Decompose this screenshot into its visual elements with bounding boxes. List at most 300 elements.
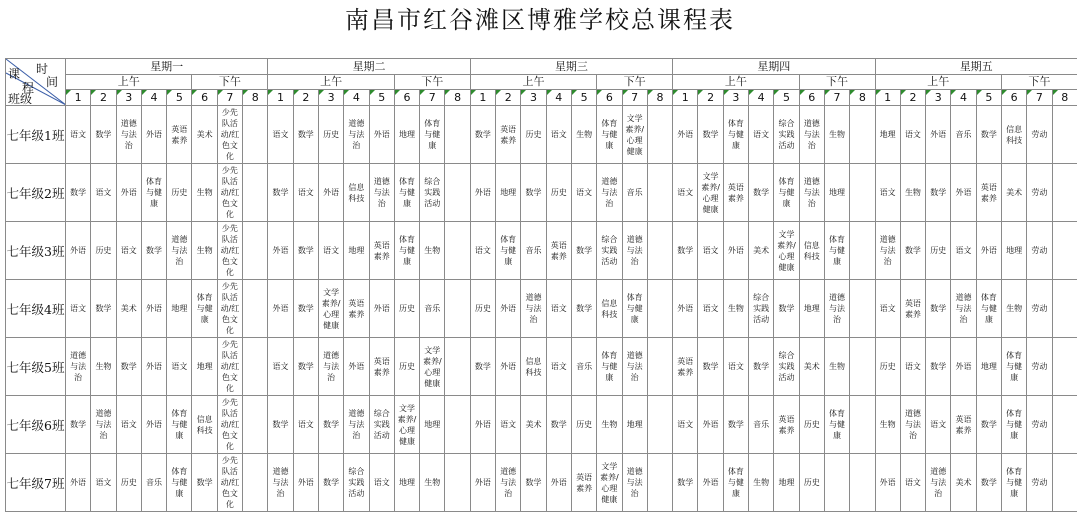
subject-cell: 语文 bbox=[900, 338, 925, 396]
subject-cell: 英语素养 bbox=[496, 106, 521, 164]
period-number: 6 bbox=[1001, 90, 1026, 106]
morning-header: 上午 bbox=[66, 75, 192, 90]
subject-cell: 地理 bbox=[799, 280, 824, 338]
subject-cell: 生物 bbox=[723, 280, 748, 338]
subject-cell: 地理 bbox=[192, 338, 217, 396]
subject-cell: 数学 bbox=[470, 106, 495, 164]
period-number: 4 bbox=[141, 90, 166, 106]
period-number: 8 bbox=[243, 90, 268, 106]
subject-cell: 地理 bbox=[394, 454, 419, 512]
subject-cell bbox=[647, 164, 672, 222]
subject-cell: 文学素养/心理健康 bbox=[698, 164, 723, 222]
subject-cell: 数学 bbox=[66, 164, 91, 222]
subject-cell: 历史 bbox=[167, 164, 192, 222]
subject-cell: 外语 bbox=[318, 164, 343, 222]
subject-cell: 劳动 bbox=[1027, 280, 1052, 338]
period-number: 2 bbox=[496, 90, 521, 106]
morning-header: 上午 bbox=[875, 75, 1001, 90]
subject-cell: 语文 bbox=[875, 164, 900, 222]
schedule-table bbox=[5, 58, 1077, 512]
period-number: 4 bbox=[749, 90, 774, 106]
subject-cell: 语文 bbox=[673, 164, 698, 222]
subject-cell: 劳动 bbox=[1027, 454, 1052, 512]
subject-cell: 外语 bbox=[976, 222, 1001, 280]
subject-cell: 数学 bbox=[698, 106, 723, 164]
subject-cell bbox=[647, 280, 672, 338]
period-number: 7 bbox=[217, 90, 242, 106]
subject-cell: 综合实践活动 bbox=[369, 396, 394, 454]
subject-cell: 音乐 bbox=[622, 164, 647, 222]
subject-cell: 地理 bbox=[622, 396, 647, 454]
subject-cell: 外语 bbox=[369, 280, 394, 338]
subject-cell: 历史 bbox=[394, 280, 419, 338]
subject-cell: 道德与法治 bbox=[91, 396, 116, 454]
subject-cell: 语文 bbox=[496, 396, 521, 454]
subject-cell: 音乐 bbox=[749, 396, 774, 454]
subject-cell: 历史 bbox=[799, 396, 824, 454]
period-number: 1 bbox=[470, 90, 495, 106]
subject-cell: 文学素养/心理健康 bbox=[597, 454, 622, 512]
subject-cell: 综合实践活动 bbox=[420, 164, 445, 222]
subject-cell: 数学 bbox=[318, 454, 343, 512]
period-number: 7 bbox=[622, 90, 647, 106]
subject-cell: 道德与法治 bbox=[268, 454, 293, 512]
class-name-cell: 七年级5班 bbox=[6, 338, 66, 396]
subject-cell: 数学 bbox=[116, 338, 141, 396]
subject-cell: 少先队活动/红色文化 bbox=[217, 280, 242, 338]
subject-cell bbox=[850, 396, 875, 454]
subject-cell: 英语素养 bbox=[900, 280, 925, 338]
subject-cell: 美术 bbox=[116, 280, 141, 338]
subject-cell: 语文 bbox=[167, 338, 192, 396]
subject-cell: 道德与法治 bbox=[167, 222, 192, 280]
subject-cell: 外语 bbox=[723, 222, 748, 280]
subject-cell: 文学素养/心理健康 bbox=[394, 396, 419, 454]
period-number: 3 bbox=[521, 90, 546, 106]
subject-cell: 外语 bbox=[698, 454, 723, 512]
table-row bbox=[6, 164, 1078, 222]
subject-cell bbox=[445, 280, 470, 338]
subject-cell: 道德与法治 bbox=[521, 280, 546, 338]
subject-cell: 语文 bbox=[673, 396, 698, 454]
subject-cell: 数学 bbox=[470, 338, 495, 396]
corner-time-label: 时 bbox=[36, 62, 49, 76]
period-number: 3 bbox=[723, 90, 748, 106]
subject-cell: 体育与健康 bbox=[774, 164, 799, 222]
period-number: 4 bbox=[951, 90, 976, 106]
subject-cell: 语文 bbox=[546, 106, 571, 164]
period-number: 8 bbox=[1052, 90, 1077, 106]
subject-cell: 地理 bbox=[394, 106, 419, 164]
subject-cell: 道德与法治 bbox=[344, 106, 369, 164]
afternoon-header: 下午 bbox=[1001, 75, 1077, 90]
period-number: 1 bbox=[66, 90, 91, 106]
subject-cell: 生物 bbox=[420, 222, 445, 280]
subject-cell: 少先队活动/红色文化 bbox=[217, 106, 242, 164]
subject-cell: 历史 bbox=[546, 164, 571, 222]
subject-cell: 体育与健康 bbox=[1001, 338, 1026, 396]
subject-cell bbox=[647, 338, 672, 396]
subject-cell: 数学 bbox=[723, 396, 748, 454]
subject-cell bbox=[445, 338, 470, 396]
subject-cell: 数学 bbox=[774, 280, 799, 338]
subject-cell: 语文 bbox=[546, 280, 571, 338]
subject-cell: 数学 bbox=[268, 164, 293, 222]
subject-cell bbox=[647, 106, 672, 164]
period-number: 5 bbox=[167, 90, 192, 106]
subject-cell: 外语 bbox=[926, 106, 951, 164]
subject-cell bbox=[445, 454, 470, 512]
period-number: 5 bbox=[571, 90, 596, 106]
subject-cell bbox=[850, 338, 875, 396]
subject-cell: 外语 bbox=[369, 106, 394, 164]
subject-cell: 语文 bbox=[91, 454, 116, 512]
subject-cell bbox=[647, 454, 672, 512]
morning-header: 上午 bbox=[673, 75, 799, 90]
subject-cell: 语文 bbox=[116, 396, 141, 454]
subject-cell bbox=[243, 280, 268, 338]
subject-cell bbox=[850, 222, 875, 280]
subject-cell: 体育与健康 bbox=[723, 106, 748, 164]
subject-cell: 综合实践活动 bbox=[344, 454, 369, 512]
subject-cell: 语文 bbox=[268, 338, 293, 396]
subject-cell: 数学 bbox=[141, 222, 166, 280]
subject-cell: 生物 bbox=[824, 338, 849, 396]
afternoon-header: 下午 bbox=[394, 75, 470, 90]
subject-cell: 生物 bbox=[571, 106, 596, 164]
period-number: 2 bbox=[91, 90, 116, 106]
subject-cell: 外语 bbox=[141, 106, 166, 164]
subject-cell: 地理 bbox=[774, 454, 799, 512]
subject-cell: 外语 bbox=[951, 164, 976, 222]
subject-cell: 地理 bbox=[496, 164, 521, 222]
subject-cell: 道德与法治 bbox=[116, 106, 141, 164]
subject-cell: 信息科技 bbox=[344, 164, 369, 222]
subject-cell: 外语 bbox=[141, 338, 166, 396]
subject-cell: 语文 bbox=[875, 280, 900, 338]
subject-cell bbox=[824, 454, 849, 512]
subject-cell bbox=[850, 106, 875, 164]
subject-cell: 音乐 bbox=[951, 106, 976, 164]
subject-cell: 数学 bbox=[293, 222, 318, 280]
subject-cell: 文学素养/心理健康 bbox=[774, 222, 799, 280]
subject-cell: 生物 bbox=[192, 164, 217, 222]
class-name-cell: 七年级6班 bbox=[6, 396, 66, 454]
subject-cell: 少先队活动/红色文化 bbox=[217, 454, 242, 512]
subject-cell: 数学 bbox=[192, 454, 217, 512]
subject-cell: 外语 bbox=[673, 106, 698, 164]
table-row bbox=[6, 222, 1078, 280]
subject-cell: 英语素养 bbox=[673, 338, 698, 396]
subject-cell: 体育与健康 bbox=[394, 222, 419, 280]
class-name-cell: 七年级3班 bbox=[6, 222, 66, 280]
subject-cell: 道德与法治 bbox=[622, 222, 647, 280]
subject-cell: 生物 bbox=[875, 396, 900, 454]
subject-cell: 数学 bbox=[673, 222, 698, 280]
subject-cell: 体育与健康 bbox=[167, 396, 192, 454]
subject-cell: 外语 bbox=[875, 454, 900, 512]
schedule-table-container bbox=[5, 58, 1077, 522]
subject-cell: 地理 bbox=[976, 338, 1001, 396]
subject-cell: 数学 bbox=[546, 396, 571, 454]
subject-cell: 综合实践活动 bbox=[597, 222, 622, 280]
subject-cell: 信息科技 bbox=[1001, 106, 1026, 164]
subject-cell: 语文 bbox=[116, 222, 141, 280]
subject-cell: 数学 bbox=[293, 106, 318, 164]
subject-cell: 数学 bbox=[268, 396, 293, 454]
table-row bbox=[6, 396, 1078, 454]
subject-cell: 信息科技 bbox=[799, 222, 824, 280]
subject-cell: 数学 bbox=[91, 106, 116, 164]
subject-cell bbox=[1052, 164, 1077, 222]
subject-cell bbox=[850, 164, 875, 222]
subject-cell bbox=[1052, 106, 1077, 164]
subject-cell: 综合实践活动 bbox=[774, 338, 799, 396]
subject-cell: 数学 bbox=[926, 164, 951, 222]
subject-cell: 体育与健康 bbox=[976, 280, 1001, 338]
period-number: 4 bbox=[344, 90, 369, 106]
subject-cell: 语文 bbox=[470, 222, 495, 280]
period-number: 3 bbox=[116, 90, 141, 106]
subject-cell: 体育与健康 bbox=[824, 396, 849, 454]
subject-cell: 体育与健康 bbox=[420, 106, 445, 164]
period-number: 3 bbox=[926, 90, 951, 106]
table-row bbox=[6, 338, 1078, 396]
subject-cell bbox=[243, 222, 268, 280]
subject-cell: 地理 bbox=[344, 222, 369, 280]
subject-cell: 外语 bbox=[66, 222, 91, 280]
subject-cell: 语文 bbox=[546, 338, 571, 396]
period-number: 5 bbox=[369, 90, 394, 106]
period-number: 6 bbox=[597, 90, 622, 106]
corner-class-label: 班级 bbox=[8, 92, 33, 106]
subject-cell: 道德与法治 bbox=[951, 280, 976, 338]
day-header: 星期三 bbox=[470, 59, 672, 75]
subject-cell: 美术 bbox=[951, 454, 976, 512]
subject-cell bbox=[243, 454, 268, 512]
subject-cell: 语文 bbox=[900, 106, 925, 164]
subject-cell: 外语 bbox=[496, 338, 521, 396]
subject-cell: 体育与健康 bbox=[167, 454, 192, 512]
subject-cell: 语文 bbox=[900, 454, 925, 512]
subject-cell: 道德与法治 bbox=[344, 396, 369, 454]
subject-cell: 英语素养 bbox=[546, 222, 571, 280]
period-number: 8 bbox=[647, 90, 672, 106]
period-number: 6 bbox=[394, 90, 419, 106]
subject-cell: 体育与健康 bbox=[824, 222, 849, 280]
subject-cell bbox=[445, 164, 470, 222]
subject-cell: 语文 bbox=[293, 396, 318, 454]
table-row bbox=[6, 454, 1078, 512]
period-number: 1 bbox=[268, 90, 293, 106]
subject-cell: 外语 bbox=[470, 454, 495, 512]
subject-cell: 历史 bbox=[799, 454, 824, 512]
subject-cell: 体育与健康 bbox=[723, 454, 748, 512]
subject-cell: 历史 bbox=[521, 106, 546, 164]
subject-cell: 历史 bbox=[571, 396, 596, 454]
subject-cell: 数学 bbox=[976, 106, 1001, 164]
subject-cell: 数学 bbox=[66, 396, 91, 454]
corner-course-label: 课 bbox=[8, 67, 21, 81]
day-header: 星期四 bbox=[673, 59, 875, 75]
subject-cell: 英语素养 bbox=[976, 164, 1001, 222]
subject-cell: 综合实践活动 bbox=[749, 280, 774, 338]
subject-cell: 数学 bbox=[900, 222, 925, 280]
subject-cell: 语文 bbox=[698, 280, 723, 338]
subject-cell bbox=[1052, 396, 1077, 454]
subject-cell: 数学 bbox=[91, 280, 116, 338]
subject-cell: 美术 bbox=[1001, 164, 1026, 222]
table-row bbox=[6, 106, 1078, 164]
day-header: 星期五 bbox=[875, 59, 1077, 75]
subject-cell: 数学 bbox=[749, 338, 774, 396]
period-number: 2 bbox=[293, 90, 318, 106]
subject-cell: 体育与健康 bbox=[496, 222, 521, 280]
subject-cell: 美术 bbox=[192, 106, 217, 164]
header-corner-cell bbox=[6, 59, 66, 106]
period-number: 6 bbox=[799, 90, 824, 106]
subject-cell: 外语 bbox=[470, 164, 495, 222]
class-name-cell: 七年级7班 bbox=[6, 454, 66, 512]
subject-cell: 文学素养/心理健康 bbox=[622, 106, 647, 164]
subject-cell: 数学 bbox=[926, 280, 951, 338]
subject-cell: 数学 bbox=[571, 280, 596, 338]
subject-cell: 体育与健康 bbox=[597, 338, 622, 396]
corner-time-label-2: 间 bbox=[46, 75, 59, 89]
subject-cell: 劳动 bbox=[1027, 222, 1052, 280]
subject-cell: 道德与法治 bbox=[622, 338, 647, 396]
subject-cell: 地理 bbox=[1001, 222, 1026, 280]
subject-cell: 语文 bbox=[723, 338, 748, 396]
subject-cell: 数学 bbox=[976, 396, 1001, 454]
subject-cell: 外语 bbox=[268, 222, 293, 280]
subject-cell: 语文 bbox=[951, 222, 976, 280]
period-number: 8 bbox=[850, 90, 875, 106]
page-title: 南昌市红谷滩区博雅学校总课程表 bbox=[345, 6, 735, 34]
subject-cell: 语文 bbox=[66, 280, 91, 338]
subject-cell: 外语 bbox=[141, 396, 166, 454]
subject-cell: 体育与健康 bbox=[1001, 396, 1026, 454]
subject-cell: 音乐 bbox=[420, 280, 445, 338]
subject-cell: 英语素养 bbox=[951, 396, 976, 454]
period-number: 8 bbox=[445, 90, 470, 106]
subject-cell: 信息科技 bbox=[521, 338, 546, 396]
subject-cell: 外语 bbox=[344, 338, 369, 396]
subject-cell: 美术 bbox=[799, 338, 824, 396]
subject-cell: 外语 bbox=[116, 164, 141, 222]
subject-cell: 体育与健康 bbox=[597, 106, 622, 164]
subject-cell bbox=[1052, 280, 1077, 338]
subject-cell: 外语 bbox=[268, 280, 293, 338]
subject-cell: 数学 bbox=[749, 164, 774, 222]
period-number: 7 bbox=[420, 90, 445, 106]
subject-cell: 英语素养 bbox=[774, 396, 799, 454]
subject-cell: 音乐 bbox=[571, 338, 596, 396]
subject-cell: 语文 bbox=[698, 222, 723, 280]
subject-cell: 生物 bbox=[749, 454, 774, 512]
subject-cell bbox=[647, 396, 672, 454]
day-header: 星期一 bbox=[66, 59, 268, 75]
subject-cell bbox=[850, 454, 875, 512]
subject-cell: 少先队活动/红色文化 bbox=[217, 396, 242, 454]
subject-cell: 劳动 bbox=[1027, 106, 1052, 164]
subject-cell: 数学 bbox=[571, 222, 596, 280]
subject-cell: 外语 bbox=[951, 338, 976, 396]
subject-cell: 外语 bbox=[496, 280, 521, 338]
subject-cell: 道德与法治 bbox=[622, 454, 647, 512]
subject-cell: 语文 bbox=[749, 106, 774, 164]
day-header: 星期二 bbox=[268, 59, 470, 75]
period-number: 7 bbox=[1027, 90, 1052, 106]
subject-cell: 语文 bbox=[66, 106, 91, 164]
subject-cell: 外语 bbox=[293, 454, 318, 512]
subject-cell bbox=[445, 222, 470, 280]
subject-cell: 生物 bbox=[91, 338, 116, 396]
subject-cell: 美术 bbox=[749, 222, 774, 280]
subject-cell: 地理 bbox=[875, 106, 900, 164]
subject-cell: 语文 bbox=[293, 164, 318, 222]
subject-cell: 道德与法治 bbox=[875, 222, 900, 280]
subject-cell: 历史 bbox=[318, 106, 343, 164]
subject-cell: 英语素养 bbox=[167, 106, 192, 164]
subject-cell bbox=[1052, 338, 1077, 396]
table-row bbox=[6, 280, 1078, 338]
subject-cell: 语文 bbox=[268, 106, 293, 164]
subject-cell: 英语素养 bbox=[369, 338, 394, 396]
subject-cell: 数学 bbox=[521, 454, 546, 512]
period-number: 2 bbox=[900, 90, 925, 106]
period-number: 5 bbox=[774, 90, 799, 106]
class-name-cell: 七年级1班 bbox=[6, 106, 66, 164]
subject-cell: 体育与健康 bbox=[141, 164, 166, 222]
subject-cell: 美术 bbox=[521, 396, 546, 454]
subject-cell: 历史 bbox=[394, 338, 419, 396]
subject-cell: 地理 bbox=[824, 164, 849, 222]
subject-cell: 文学素养/心理健康 bbox=[318, 280, 343, 338]
corner-course-label-2: 程 bbox=[22, 81, 35, 95]
subject-cell: 外语 bbox=[66, 454, 91, 512]
subject-cell: 外语 bbox=[546, 454, 571, 512]
subject-cell bbox=[647, 222, 672, 280]
subject-cell: 语文 bbox=[318, 222, 343, 280]
period-number: 7 bbox=[824, 90, 849, 106]
subject-cell: 地理 bbox=[420, 396, 445, 454]
period-number: 1 bbox=[875, 90, 900, 106]
subject-cell: 道德与法治 bbox=[900, 396, 925, 454]
subject-cell: 体育与健康 bbox=[622, 280, 647, 338]
afternoon-header: 下午 bbox=[192, 75, 268, 90]
period-number: 6 bbox=[192, 90, 217, 106]
subject-cell: 历史 bbox=[875, 338, 900, 396]
subject-cell: 生物 bbox=[1001, 280, 1026, 338]
afternoon-header: 下午 bbox=[799, 75, 875, 90]
subject-cell: 道德与法治 bbox=[597, 164, 622, 222]
subject-cell: 地理 bbox=[167, 280, 192, 338]
subject-cell: 道德与法治 bbox=[318, 338, 343, 396]
subject-cell: 少先队活动/红色文化 bbox=[217, 338, 242, 396]
subject-cell: 数学 bbox=[976, 454, 1001, 512]
subject-cell: 数学 bbox=[293, 338, 318, 396]
subject-cell bbox=[445, 396, 470, 454]
subject-cell: 外语 bbox=[698, 396, 723, 454]
class-name-cell: 七年级4班 bbox=[6, 280, 66, 338]
subject-cell: 语文 bbox=[571, 164, 596, 222]
subject-cell bbox=[243, 338, 268, 396]
subject-cell: 道德与法治 bbox=[799, 106, 824, 164]
subject-cell: 语文 bbox=[926, 396, 951, 454]
subject-cell: 信息科技 bbox=[192, 396, 217, 454]
subject-cell: 道德与法治 bbox=[496, 454, 521, 512]
